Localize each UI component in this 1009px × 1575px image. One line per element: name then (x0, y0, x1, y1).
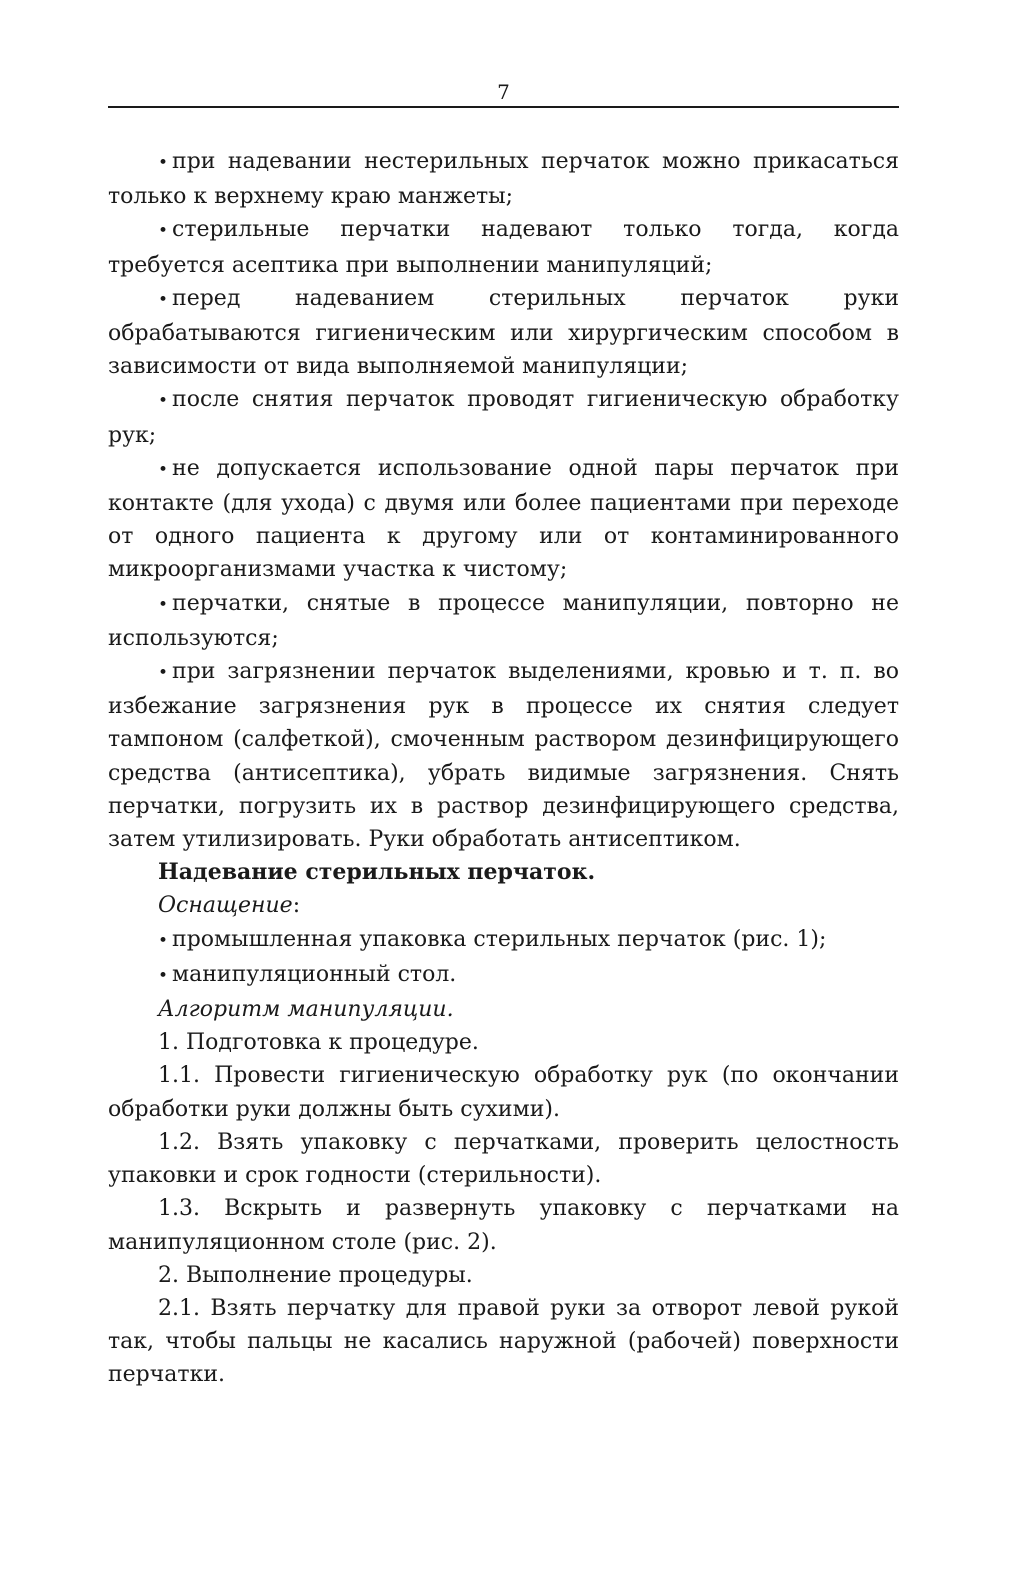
paragraph-text: перчатки, снятые в процессе манипуляции, повторно не используются; (108, 590, 899, 651)
subheading (108, 889, 899, 922)
paragraph (108, 1192, 899, 1258)
paragraph-text: 2. Выполнение процедуры. (158, 1262, 473, 1288)
paragraph-text: манипуляционный стол. (172, 961, 457, 987)
bullet-icon: • (158, 594, 169, 615)
paragraph (108, 1026, 899, 1059)
bullet-paragraph (108, 213, 899, 281)
bullet-icon: • (158, 930, 169, 951)
page-number: 7 (497, 80, 510, 104)
paragraph-text: после снятия перчаток проводят гигиеническую обработку рук; (108, 387, 899, 448)
paragraph-text: Надевание стерильных перчаток. (158, 859, 596, 886)
paragraph (108, 1059, 899, 1125)
paragraph-suffix: : (292, 893, 301, 919)
paragraph-text: не допускается использование одной пары перчаток при контакте (для ухода) с двумя или более пациентами при переходе от одного пациента к другому или от контаминированного микроорганизмами участка к чистому; (108, 455, 899, 583)
bullet-icon: • (158, 221, 169, 242)
paragraph (108, 1259, 899, 1292)
bullet-icon: • (158, 459, 169, 480)
paragraph-text: 1.3. Вскрыть и развернуть упаковку с перчатками на манипуляционном столе (рис. 2). (108, 1196, 899, 1255)
bullet-paragraph (108, 452, 899, 587)
paragraph-text: промышленная упаковка стерильных перчаток (рис. 1); (172, 926, 827, 952)
paragraph-text: при надевании нестерильных перчаток можно прикасаться только к верхнему краю манжеты; (108, 149, 899, 210)
bullet-paragraph (108, 958, 899, 993)
paragraph-text: стерильные перчатки надевают только тогда, когда требуется асептика при выполнении манипуляций; (108, 217, 899, 278)
paragraph-text: 1. Подготовка к процедуре. (158, 1030, 479, 1056)
bullet-icon: • (158, 391, 169, 412)
bullet-paragraph (108, 655, 899, 856)
bullet-icon: • (158, 289, 169, 310)
paragraph-text: 1.1. Провести гигиеническую обработку рук (по окончании обработки руки должны быть сухими). (108, 1063, 899, 1122)
paragraph-text: Алгоритм манипуляции. (158, 997, 454, 1023)
paragraph-text: Оснащение (158, 893, 293, 919)
paragraph (108, 1292, 899, 1392)
paragraph-text: при загрязнении перчаток выделениями, кровью и т. п. во избежание загрязнения рук в процессе их снятия следует тампоном (салфеткой), смоченным раствором дезинфицирующего средства (антисептика), убрать видимые загрязнения. Снять перчатки, погрузить их в раствор дезинфицирующего средства, затем утилизировать. Руки обработать антисептиком. (108, 659, 899, 853)
bullet-icon: • (158, 663, 169, 684)
bullet-paragraph (108, 587, 899, 655)
section-heading (108, 856, 899, 889)
bullet-paragraph (108, 145, 899, 213)
paragraph-text: перед надеванием стерильных перчаток руки обрабатываются гигиеническим или хирургическим способом в зависимости от вида выполняемой манипуляции; (108, 285, 899, 380)
bullet-paragraph (108, 383, 899, 451)
bullet-paragraph (108, 923, 899, 958)
bullet-icon: • (158, 153, 169, 173)
bullet-icon: • (158, 965, 169, 986)
bullet-paragraph (108, 282, 899, 384)
paragraph-text: 1.2. Взять упаковку с перчатками, проверить целостность упаковки и срок годности (стерильности). (108, 1129, 899, 1189)
paragraph (108, 1126, 899, 1192)
page-body (108, 145, 899, 1392)
subheading (108, 993, 899, 1026)
paragraph-text: 2.1. Взять перчатку для правой руки за отворот левой рукой так, чтобы пальцы не касались наружной (рабочей) поверхности перчатки. (108, 1295, 899, 1388)
header-rule (108, 106, 899, 108)
